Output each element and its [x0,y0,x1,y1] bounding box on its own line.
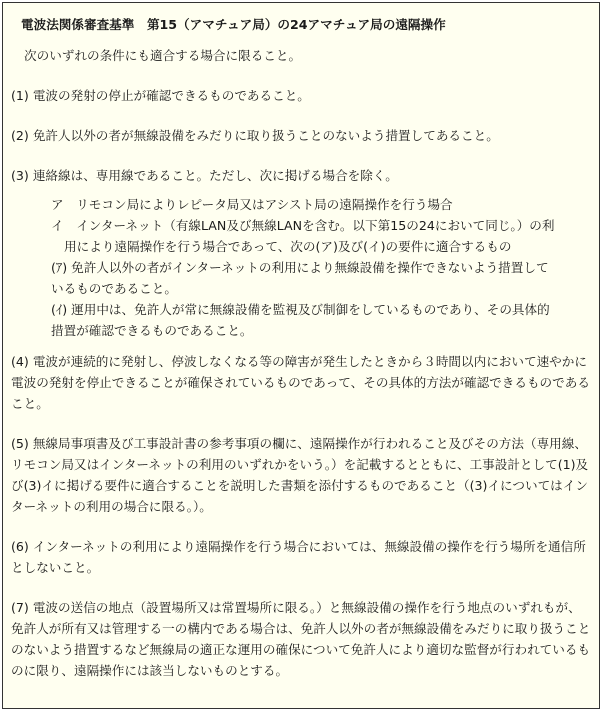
document-title: 電波法関係審査基準 第15（アマチュア局）の24アマチュア局の遠隔操作 [21,17,446,32]
condition-7: (7) 電波の送信の地点（設置場所又は常置場所に限る。）と無線設備の操作を行う地点のいずれもが、免許人が所有又は管理する一の構内である場合は、免許人以外の者が無線設備をみだりに取り扱うことのないよう措置するなど無線局の適正な運用の確保について免許人により適切な監督が行われているものに限り、遠隔操作には該当しないものとする。 [11,600,591,678]
condition-6: (6) インターネットの利用により遠隔操作を行う場合においては、無線設備の操作を行う場所を通信所としないこと。 [11,539,586,575]
intro-text: 次のいずれの条件にも適合する場合に限ること。 [24,48,302,63]
standard-text-box [2,2,600,709]
exception-i: イ インターネット（有線LAN及び無線LANを含む。以下第15の24において同じ。）の利用により遠隔操作を行う場合であって、次の(ア)及び(イ)の要件に適合するもの [51,218,555,254]
condition-3: (3) 連絡線は、専用線であること。ただし、次に掲げる場合を除く。 [11,168,398,183]
condition-4: (4) 電波が連続的に発射し、停波しなくなる等の障害が発生したときから３時間以内において速やかに電波の発射を停止できることが確保されているものであって、その具体的方法が確認できるものであること。 [11,354,590,411]
requirement-a: (ｱ) 免許人以外の者がインターネットの利用により無線設備を操作できないよう措置しているものであること。 [51,260,549,296]
condition-2: (2) 免許人以外の者が無線設備をみだりに取り扱うことのないよう措置してあること。 [11,128,499,143]
exception-a: ア リモコン局によりレピータ局又はアシスト局の遠隔操作を行う場合 [51,197,453,212]
condition-3-exceptions [11,194,561,341]
requirement-i: (ｲ) 運用中は、免許人が常に無線設備を監視及び制御をしているものであり、その具体的措置が確認できるものであること。 [51,302,550,338]
condition-1: (1) 電波の発射の停止が確認できるものであること。 [11,88,310,103]
condition-5: (5) 無線局事項書及び工事設計書の参考事項の欄に、遠隔操作が行われること及びその方法（専用線、リモコン局又はインターネットの利用のいずれかをいう。）を記載するとともに、工事設計として(1)及び(3)イに掲げる要件に適合することを説明した書類を添付するものであること（(3)イについてはインターネットの利用の場合に限る。）。 [11,436,589,514]
